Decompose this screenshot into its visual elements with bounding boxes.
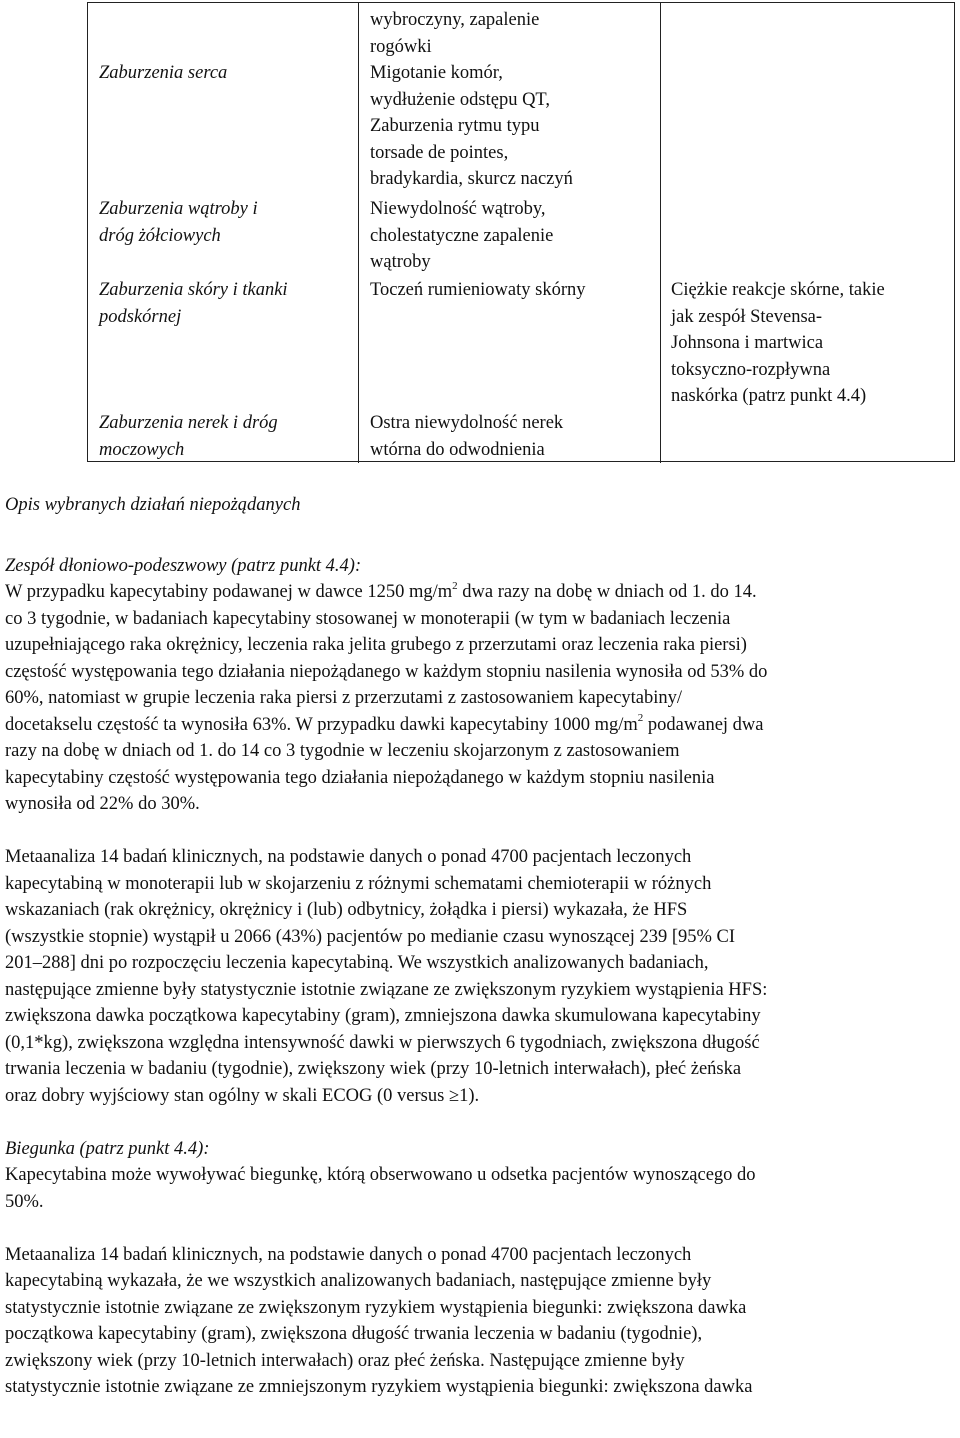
adverse-reactions-table (87, 2, 956, 463)
paragraph-line: wskazaniach (rak okrężnicy, okrężnicy i (lub) odbytnicy, żołądka i piersi) wykazała, że HFS (5, 900, 688, 920)
table-cell-line: Johnsona i martwica (671, 333, 824, 353)
text-fragment: W przypadku kapecytabiny podawanej w dawce 1250 mg/m (5, 582, 453, 602)
organ-class-label: dróg żółciowych (99, 225, 221, 246)
diarrhea-paragraph-1 (5, 1162, 945, 1215)
paragraph-line: częstość występowania tego działania niepożądanego w każdym stopniu nasilenia wynosiła od 53% do (5, 661, 768, 682)
table-cell-line: wydłużenie odstępu QT, (370, 89, 550, 110)
organ-class-label: podskórnej (99, 306, 182, 327)
table-cell-line: wybroczyny, zapalenie (370, 10, 540, 30)
table-cell-line: Migotanie komór, (370, 63, 503, 83)
table-cell-line: Zaburzenia rytmu typu (370, 116, 540, 136)
hfs-paragraph-1 (5, 579, 945, 818)
organ-class-label: Zaburzenia serca (99, 63, 228, 83)
table-cell-line: torsade de pointes, (370, 142, 509, 163)
table-row-3-organ (99, 277, 349, 330)
paragraph-line: Metaanaliza 14 badań klinicznych, na podstawie danych o ponad 4700 pacjentach leczonych (5, 1244, 692, 1265)
table-cell-line: rogówki (370, 36, 432, 57)
paragraph-line: oraz dobry wyjściowy stan ogólny w skali ECOG (0 versus ≥1). (5, 1085, 480, 1106)
table-cell-line: jak zespół Stevensa- (671, 306, 823, 327)
paragraph-line: (wszystkie stopnie) wystąpił u 2066 (43%) pacjentów po medianie czasu wynoszącej 239 [95% CI (5, 926, 736, 947)
table-cell-line: cholestatyczne zapalenie (370, 225, 554, 246)
organ-class-label: moczowych (99, 439, 185, 460)
table-row-2-col1 (370, 196, 660, 276)
table-cell-line: wtórna do odwodnienia (370, 439, 545, 460)
paragraph-line: 201–288] dni po rozpoczęciu leczenia kapecytabiną. We wszystkich analizowanych badaniach, (5, 953, 709, 973)
table-row-3-col1 (370, 277, 660, 304)
paragraph-line: następujące zmienne były statystycznie istotnie związane ze zwiększonym ryzykiem wystąpienia HFS: (5, 979, 768, 1000)
text-fragment: podawanej dwa (643, 714, 764, 735)
hfs-heading: Zespół dłoniowo-podeszwowy (patrz punkt 4.4): (5, 555, 362, 576)
paragraph-line: statystycznie istotnie związane ze zwiększonym ryzykiem wystąpienia biegunki: zwiększona dawka (5, 1297, 747, 1318)
table-cell-line: Ciężkie reakcje skórne, takie (671, 280, 885, 300)
hfs-paragraph-2 (5, 844, 945, 1109)
paragraph-line: 50%. (5, 1191, 44, 1212)
table-cell-line: Niewydolność wątroby, (370, 199, 546, 219)
table-row-2-organ (99, 196, 349, 249)
table-column-divider (660, 2, 661, 463)
paragraph-line: trwania leczenia w badaniu (tygodnie), zwiększony wiek (przy 10-letnich interwałach), płeć żeńska (5, 1059, 742, 1079)
paragraph-line: początkowa kapecytabiny (gram), zwiększona długość trwania leczenia w badaniu (tygodnie), (5, 1324, 703, 1344)
organ-class-label: Zaburzenia wątroby i (99, 199, 258, 219)
organ-class-label: Zaburzenia skóry i tkanki (99, 280, 288, 300)
section-heading: Opis wybranych działań niepożądanych (5, 495, 301, 515)
superscript: 2 (452, 579, 458, 592)
superscript: 2 (637, 712, 644, 725)
paragraph-line: Metaanaliza 14 badań klinicznych, na podstawie danych o ponad 4700 pacjentach leczonych (5, 847, 692, 867)
paragraph-line: kapecytabiny częstość występowania tego działania niepożądanego w każdym stopniu nasilenia (5, 767, 715, 788)
paragraph-line: Kapecytabina może wywoływać biegunkę, którą obserwowano u odsetka pacjentów wynoszącego do (5, 1165, 756, 1185)
table-cell-line: Toczeń rumieniowaty skórny (370, 280, 586, 300)
paragraph-line: co 3 tygodnie, w badaniach kapecytabiny stosowanej w monoterapii (w tym w badaniach leczenia (5, 608, 731, 629)
text-fragment: dwa razy na dobę w dniach od 1. do 14. (457, 582, 757, 602)
document-body (5, 492, 945, 1401)
table-row-4-col1 (370, 410, 660, 463)
paragraph-line (5, 579, 945, 606)
paragraph-line: razy na dobę w dniach od 1. do 14 co 3 tygodnie w leczeniu skojarzonym z zastosowaniem (5, 741, 680, 761)
table-row-0-col1 (370, 7, 660, 60)
paragraph-line: uzupełniającego raka okrężnicy, leczenia raka jelita grubego z przerzutami oraz leczenia raka piersi) (5, 635, 747, 655)
table-cell-line: toksyczno-rozpływna (671, 359, 831, 380)
diarrhea-heading: Biegunka (patrz punkt 4.4): (5, 1138, 210, 1159)
table-cell-line: wątroby (370, 252, 431, 272)
paragraph-line: zwiększona dawka początkowa kapecytabiny (gram), zmniejszona dawka skumulowana kapecytabiny (5, 1006, 761, 1026)
table-cell-line: naskórka (patrz punkt 4.4) (671, 386, 867, 406)
paragraph-line: statystycznie istotnie związane ze zmniejszonym ryzykiem wystąpienia biegunki: zwiększona dawka (5, 1377, 753, 1397)
table-row-3-col2 (671, 277, 951, 410)
paragraph-line (5, 712, 945, 739)
table-cell-line: Ostra niewydolność nerek (370, 413, 564, 433)
table-column-divider (358, 2, 359, 463)
table-row-4-organ (99, 410, 349, 463)
paragraph-line: zwiększony wiek (przy 10-letnich interwałach) oraz płeć żeńska. Następujące zmienne były (5, 1350, 685, 1371)
paragraph-line: 60%, natomiast w grupie leczenia raka piersi z przerzutami z zastosowaniem kapecytabiny/ (5, 688, 683, 708)
paragraph-line: kapecytabiną w monoterapii lub w skojarzeniu z różnymi schematami chemioterapii w różnych (5, 873, 712, 894)
table-row-1-organ (99, 60, 349, 87)
paragraph-line: kapecytabiną wykazała, że we wszystkich analizowanych badaniach, następujące zmienne były (5, 1271, 712, 1291)
diarrhea-paragraph-2 (5, 1242, 945, 1401)
organ-class-label: Zaburzenia nerek i dróg (99, 413, 278, 433)
paragraph-line: wynosiła od 22% do 30%. (5, 794, 200, 814)
table-row-1-col1 (370, 60, 660, 193)
paragraph-line: (0,1*kg), zwiększona względna intensywność dawki w pierwszych 6 tygodniach, zwiększona długość (5, 1032, 760, 1053)
text-fragment: docetakselu częstość ta wynosiła 63%. W przypadku dawki kapecytabiny 1000 mg/m (5, 714, 638, 735)
table-cell-line: bradykardia, skurcz naczyń (370, 169, 573, 189)
